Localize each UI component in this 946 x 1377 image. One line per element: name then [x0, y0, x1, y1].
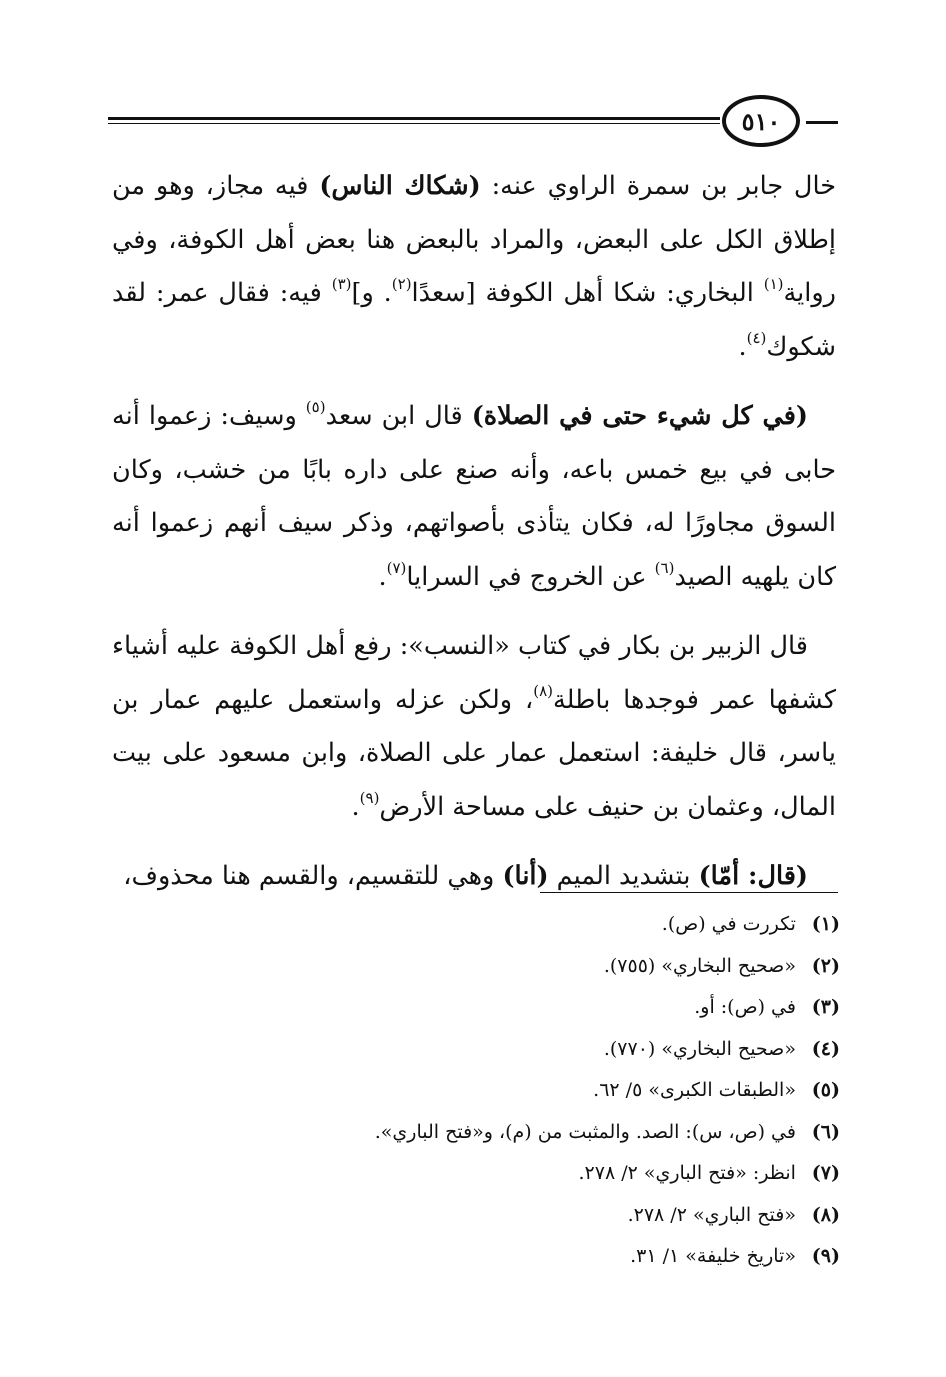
footnote: [112, 1236, 840, 1278]
footnote-ref: (٤): [746, 328, 767, 347]
footnote-ref: (٢): [391, 275, 412, 293]
page-header: [108, 93, 838, 155]
footnote-divider: [540, 892, 838, 893]
text-run: .: [351, 791, 360, 822]
paragraph: [112, 160, 836, 374]
bold-phrase: (قال: أمّا): [698, 861, 808, 891]
header-rule-end: [806, 121, 838, 124]
footnote-text: في (ص): أو.: [694, 996, 796, 1018]
footnote-number: (٦): [811, 1120, 840, 1143]
main-text: [112, 160, 836, 920]
footnote-text: في (ص، س): الصد. والمثبت من (م)، و«فتح الباري».: [374, 1120, 796, 1143]
footnote-ref: (٨): [533, 681, 554, 700]
text-run: .: [378, 561, 387, 592]
footnote: [112, 904, 840, 946]
bold-phrase: (شكاك الناس): [319, 171, 481, 201]
footnote: [112, 987, 840, 1029]
footnote-number: (٤): [811, 1037, 840, 1060]
text-run: . و]: [351, 278, 392, 308]
text-run: وهي للتقسيم، والقسم هنا محذوف،: [123, 861, 503, 891]
footnote: [112, 1112, 840, 1154]
footnote-number: (١): [811, 913, 840, 935]
paragraph: [112, 850, 836, 904]
footnote: [112, 1029, 840, 1071]
footnote-ref: (٧): [386, 558, 407, 577]
footnote-number: (٨): [811, 1203, 840, 1226]
footnote-ref: (٩): [359, 788, 380, 807]
footnote-text: «صحيح البخاري» (٧٥٥).: [603, 954, 796, 977]
paragraph: [112, 390, 836, 604]
bold-phrase: (في كل شيء حتى في الصلاة): [471, 401, 808, 431]
text-run: وسيف: زعموا أنه حابى في بيع خمس باعه، وأنه صنع على داره بابًا من خشب، وكان السوق مجاورًا له، فكان يتأذى بأصواتهم، وذكر سيف أنهم زعموا أنه كان يلهيه الصيد: [112, 401, 836, 592]
footnote-number: (٢): [811, 954, 840, 977]
paragraph: [112, 620, 836, 834]
text-run: قال الزبير بن بكار في كتاب «النسب»: رفع أهل الكوفة عليه أشياء كشفها عمر فوجدها باطلة: [112, 631, 836, 715]
footnote-number: (٥): [811, 1079, 840, 1101]
footnote-text: «تاريخ خليفة» ١/ ٣١.: [630, 1245, 796, 1267]
footnote-text: انظر: «فتح الباري» ٢/ ٢٧٨.: [578, 1162, 796, 1184]
footnote-number: (٣): [811, 996, 840, 1018]
text-run: فيه مجاز، وهو من إطلاق الكل على البعض، والمراد بالبعض هنا بعض أهل الكوفة، وفي رواية: [112, 171, 836, 308]
footnote-number: (٩): [811, 1245, 840, 1267]
footnote-text: «فتح الباري» ٢/ ٢٧٨.: [627, 1203, 796, 1226]
text-run: قال ابن سعد: [325, 401, 472, 431]
header-rule-thin: [108, 123, 720, 124]
footnote-ref: (٥): [305, 398, 326, 416]
text-run: عن الخروج في السرايا: [406, 561, 655, 592]
page-number: ٥١٠: [722, 95, 800, 147]
footnote: [112, 1070, 840, 1112]
header-rule-thick: [108, 117, 720, 120]
footnote: [112, 1153, 840, 1195]
footnote: [112, 946, 840, 988]
text-run: البخاري: شكا أهل الكوفة [سعدًا: [411, 278, 764, 308]
footnote-ref: (٣): [331, 275, 352, 293]
footnote-ref: (١): [763, 275, 784, 293]
footnote-text: تكررت في (ص).: [661, 913, 796, 935]
text-run: ، ولكن عزله واستعمل عليهم عمار بن ياسر، قال خليفة: استعمل عمار على الصلاة، وابن مسعود على بيت المال، وعثمان بن حنيف على مساحة الأرض: [112, 684, 836, 822]
footnotes-list: [112, 904, 840, 1278]
text-run: خال جابر بن سمرة الراوي عنه:: [480, 171, 836, 201]
footnote-number: (٧): [811, 1162, 840, 1184]
text-run: فيه: فقال عمر: لقد شكوك: [112, 278, 836, 362]
footnote: [112, 1195, 840, 1237]
footnote-ref: (٦): [654, 558, 675, 577]
bold-phrase: (أنا): [502, 861, 549, 891]
footnote-text: «الطبقات الكبرى» ٥/ ٦٢.: [593, 1079, 796, 1101]
text-run: .: [738, 331, 747, 362]
text-run: بتشديد الميم: [548, 861, 699, 891]
footnote-text: «صحيح البخاري» (٧٧٠).: [603, 1037, 796, 1060]
